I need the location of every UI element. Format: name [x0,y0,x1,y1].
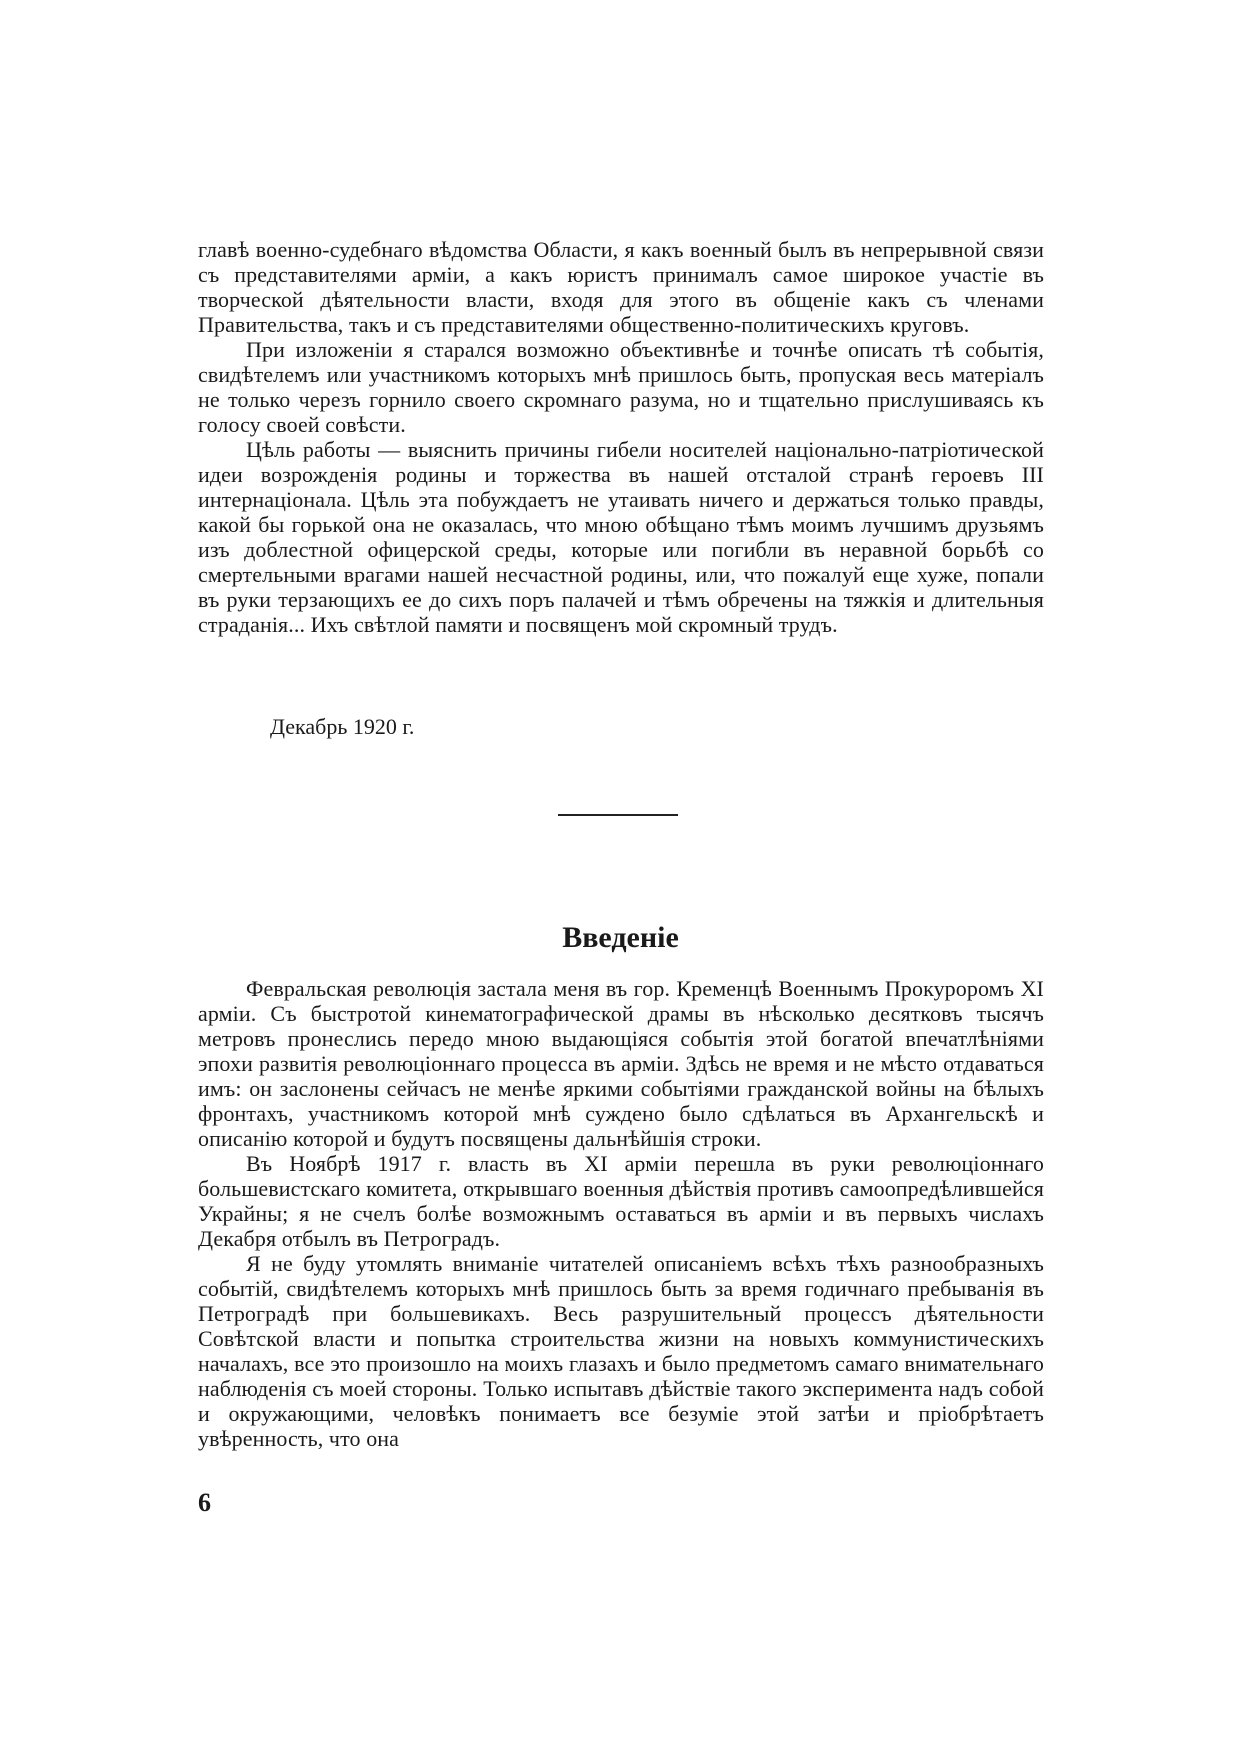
page-number: 6 [198,1488,211,1517]
preface-paragraph-2: При изложеніи я старался возможно объективнѣе и точнѣе описать тѣ событія, свидѣтелемъ или участникомъ которыхъ мнѣ пришлось быть, пропуская весь матеріалъ не только черезъ горнило своего скромнаго разума, но и тщательно прислушиваясь къ голосу своей совѣсти. [198,337,1044,437]
intro-paragraph-2: Въ Ноябрѣ 1917 г. власть въ XI арміи перешла въ руки революціоннаго большевистскаго комитета, открывшаго военныя дѣйствія противъ самоопредѣлившейся Украйны; я не счелъ болѣе возможнымъ оставаться въ арміи и въ первыхъ числахъ Декабря отбылъ въ Петроградъ. [198,1151,1044,1251]
preface-paragraph-3: Цѣль работы — выяснить причины гибели носителей національно-патріотической идеи возрожденія родины и торжества въ нашей отсталой странѣ героевъ III интернаціонала. Цѣль эта побуждаетъ не утаивать ничего и держаться только правды, какой бы горькой она не оказалась, что мною обѣщано тѣмъ моимъ лучшимъ друзьямъ изъ доблестной офицерской среды, которые или погибли въ неравной борьбѣ со смертельными врагами нашей несчастной родины, или, что пожалуй еще хуже, попали въ руки терзающихъ ее до сихъ поръ палачей и тѣмъ обречены на тяжкія и длительныя страданія... Ихъ свѣтлой памяти и посвященъ мой скромный трудъ. [198,437,1044,637]
intro-paragraph-1: Февральская революція застала меня въ гор. Кременцѣ Военнымъ Прокуроромъ XI арміи. Съ быстротой кинематографической драмы въ нѣсколько десятковъ тысячъ метровъ пронеслись передо мною выдающіяся событія этой богатой впечатлѣніями эпохи развитія революціоннаго процесса въ арміи. Здѣсь не время и не мѣсто отдаваться имъ: он заслонены сейчасъ не менѣе яркими событіями гражданской войны на бѣлыхъ фронтахъ, участникомъ которой мнѣ суждено было сдѣлаться въ Архангельскѣ и описанію которой и будутъ посвящены дальнѣйшія строки. [198,976,1044,1151]
preface-date: Декабрь 1920 г. [270,714,415,739]
preface-paragraph-1: главѣ военно-судебнаго вѣдомства Области, я какъ военный былъ въ непрерывной связи съ представителями арміи, а какъ юристъ принималъ самое широкое участіе въ творческой дѣятельности власти, входя для этого въ общеніе какъ съ членами Правительства, такъ и съ представителями общественно-политическихъ круговъ. [198,237,1044,337]
preface-text [198,237,1044,637]
section-divider [558,814,678,816]
section-title: Введеніе [562,921,679,954]
introduction-text [198,976,1044,1451]
intro-paragraph-3: Я не буду утомлять вниманіе читателей описаніемъ всѣхъ тѣхъ разнообразныхъ событій, свидѣтелемъ которыхъ мнѣ пришлось быть за время годичнаго пребыванія въ Петроградѣ при большевикахъ. Весь разрушительный процессъ дѣятельности Совѣтской власти и попытка строительства жизни на новыхъ коммунистическихъ началахъ, все это произошло на моихъ глазахъ и было предметомъ самаго внимательнаго наблюденія съ моей стороны. Только испытавъ дѣйствіе такого эксперимента надъ собой и окружающими, человѣкъ понимаетъ все безуміе этой затѣи и пріобрѣтаетъ увѣренность, что она [198,1251,1044,1451]
